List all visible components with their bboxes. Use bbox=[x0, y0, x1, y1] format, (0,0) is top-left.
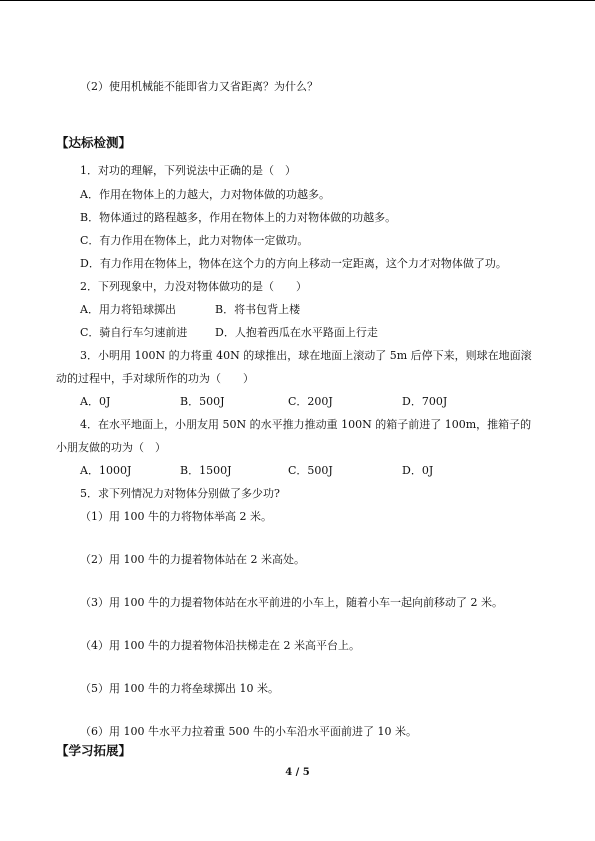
q5-item-4: （4）用 100 牛的力提着物体沿扶梯走在 2 米高平台上。 bbox=[80, 639, 360, 652]
q5-stem: 5．求下列情况力对物体分别做了多少功? bbox=[80, 487, 280, 500]
q2-option-d: D．人抱着西瓜在水平路面上行走 bbox=[215, 326, 378, 339]
q4-option-c: C．500J bbox=[288, 464, 333, 477]
q2-option-b: B．将书包背上楼 bbox=[215, 303, 301, 316]
q1-option-d: D．有力作用在物体上，物体在这个力的方向上移动一定距离，这个力才对物体做了功。 bbox=[80, 257, 507, 270]
section-heading-extension: 【学习拓展】 bbox=[56, 743, 132, 758]
q3-stem-line1: 3．小明用 100N 的力将重 40N 的球推出，球在地面上滚动了 5m 后停下来，则球在地面滚 bbox=[80, 349, 532, 362]
q4-option-d: D．0J bbox=[402, 464, 434, 477]
q3-option-d: D．700J bbox=[402, 395, 448, 408]
q4-option-a: A．1000J bbox=[80, 464, 132, 477]
q3-option-c: C．200J bbox=[288, 395, 333, 408]
q2-option-c: C．骑自行车匀速前进 bbox=[80, 326, 188, 339]
q5-item-2: （2）用 100 牛的力提着物体站在 2 米高处。 bbox=[80, 553, 305, 566]
page-number: 4 / 5 bbox=[285, 767, 310, 778]
q1-option-c: C．有力作用在物体上，此力对物体一定做功。 bbox=[80, 234, 309, 247]
q2-option-a: A．用力将铅球掷出 bbox=[80, 303, 176, 316]
q2-stem: 2．下列现象中，力没对物体做功的是（ ） bbox=[80, 280, 307, 293]
q5-item-6: （6）用 100 牛水平力拉着重 500 牛的小车沿水平面前进了 10 米。 bbox=[80, 725, 417, 738]
q5-item-3: （3）用 100 牛的力提着物体站在水平前进的小车上，随着小车一起向前移动了 2 米。 bbox=[80, 596, 503, 609]
q1-option-b: B．物体通过的路程越多，作用在物体上的力对物体做的功越多。 bbox=[80, 211, 397, 224]
q5-item-5: （5）用 100 牛的力将垒球掷出 10 米。 bbox=[80, 682, 279, 695]
q4-stem-line2: 小朋友做的功为（ ） bbox=[56, 441, 166, 454]
q3-stem-line2: 动的过程中，手对球所作的功为（ ） bbox=[56, 372, 254, 385]
q3-option-b: B．500J bbox=[180, 395, 225, 408]
q3-option-a: A．0J bbox=[80, 395, 111, 408]
q1-option-a: A．作用在物体上的力越大，力对物体做的功越多。 bbox=[80, 188, 330, 201]
section-heading-assessment: 【达标检测】 bbox=[56, 135, 132, 150]
q4-stem-line1: 4．在水平地面上，小朋友用 50N 的水平推力推动重 100N 的箱子前进了 100m，推箱子的 bbox=[80, 418, 532, 431]
q4-option-b: B．1500J bbox=[180, 464, 232, 477]
q5-item-1: （1）用 100 牛的力将物体举高 2 米。 bbox=[80, 510, 272, 523]
q1-stem: 1．对功的理解，下列说法中正确的是（ ） bbox=[80, 164, 296, 177]
header-rule bbox=[0, 0, 595, 1]
intro-question: （2）使用机械能不能即省力又省距离？为什么？ bbox=[80, 80, 318, 93]
